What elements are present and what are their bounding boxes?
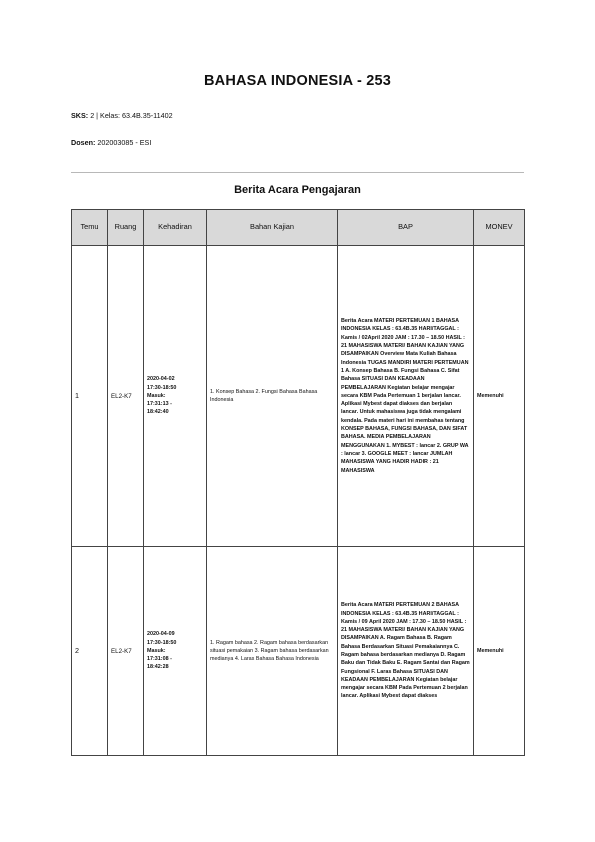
- monev-cell: Memenuhi: [474, 547, 525, 756]
- column-header-bahan-kajian: Bahan Kajian: [207, 210, 338, 246]
- attendance-label: Masuk:: [147, 647, 166, 654]
- bahan-kajian-cell: 1. Ragam bahasa 2. Ragam bahasa berdasarkan situasi pemakaian 3. Ragam bahasa berdasarkan medianya 4. Laras Bahasa Bahasa Indonesia: [207, 547, 338, 756]
- page-title: BAHASA INDONESIA - 253: [203, 73, 392, 89]
- temu-cell: 2: [72, 547, 108, 756]
- sks-value: 2 | Kelas: 63.4B.35-11402: [90, 111, 173, 120]
- attendance-time: 17:30-18:50: [147, 384, 177, 391]
- table-header-row: [72, 210, 525, 246]
- attendance-in: 17:31:08 -: [147, 656, 172, 663]
- attendance-label: Masuk:: [147, 392, 166, 399]
- column-header-temu: Temu: [72, 210, 108, 246]
- ruang-cell: EL2-K7: [108, 547, 144, 756]
- column-header-monev: MONEV: [474, 210, 525, 246]
- bap-cell: Berita Acara MATERI PERTEMUAN 1 BAHASA INDONESIA KELAS : 63.4B.35 HARI/TAGGAL : Kamis / 02April 2020 JAM : 17.30 – 18.50 HASIL : 21 MAHASISWA MATERI/ BAHAN KAJIAN YANG DISAMPAIKAN Overview Mata Kuliah Bahasa Indonesia TUGAS MANDIRI MATERI PERTEMUAN 1 A. Konsep Bahasa B. Fungsi Bahasa C. Sifat Bahasa SITUASI DAN KEADAAN PEMBELAJARAN Kegiatan belajar mengajar secara KBM Pada Pertemuan 1 berjalan lancar. Aplikasi Mybest dapat diakses dan berjalan lancar. Untuk mahasiswa juga tidak mengalami kendala. Pada materi hari ini membahas tentang KONSEP BAHASA, FUNGSI BAHASA, DAN SIFAT BAHASA. MEDIA PEMBELAJARAN MENGGUNAKAN 1. MYBEST : lancar 2. GRUP WA : lancar 3. GOOGLE MEET : lancar JUMLAH MAHASISWA YANG HADIR HADIR : 21 MAHASISWA: [338, 246, 474, 547]
- column-header-bap: BAP: [338, 210, 474, 246]
- kehadiran-cell: [144, 246, 207, 547]
- column-header-ruang: Ruang: [108, 210, 144, 246]
- divider: [71, 172, 524, 173]
- bap-cell: Berita Acara MATERI PERTEMUAN 2 BAHASA INDONESIA KELAS : 63.4B.35 HARI/TAGGAL : Kamis / 09 April 2020 JAM : 17.30 – 18.50 HASIL : 21 MAHASISWA MATERI/ BAHAN KAJIAN YANG DISAMPAIKAN A. Ragam Bahasa B. Ragam Bahasa Berdasarkan Situasi Pemakaiannya C. Ragam bahasa berdasarkan medianya D. Ragam Baku dan Tidak Baku E. Ragam Santai dan Ragam Fungsional F. Laras Bahasa SITUASI DAN KEADAAN PEMBELAJARAN Kegiatan belajar mengajar secara KBM Pada Pertemuan 2 berjalan lancar. Aplikasi Mybest dapat diakses: [338, 547, 474, 756]
- teaching-report-table: [71, 209, 525, 756]
- column-header-kehadiran: Kehadiran: [144, 210, 207, 246]
- dosen-label: Dosen:: [71, 138, 96, 147]
- monev-cell: Memenuhi: [474, 246, 525, 547]
- section-title: Berita Acara Pengajaran: [234, 184, 361, 196]
- attendance-out: 18:42:28: [147, 664, 169, 671]
- table-row: [72, 547, 525, 756]
- attendance-time: 17:30-18:50: [147, 639, 177, 646]
- sks-label: SKS:: [71, 111, 89, 120]
- kehadiran-cell: [144, 547, 207, 756]
- dosen-value: 202003085 - ESI: [97, 138, 152, 147]
- lecturer-info: [71, 138, 151, 147]
- attendance-date: 2020-04-09: [147, 631, 175, 638]
- attendance-in: 17:31:13 -: [147, 401, 172, 408]
- temu-cell: 1: [72, 246, 108, 547]
- attendance-out: 18:42:40: [147, 409, 169, 416]
- ruang-cell: EL2-K7: [108, 246, 144, 547]
- bahan-kajian-cell: 1. Konsep Bahasa 2. Fungsi Bahasa Bahasa Indonesia: [207, 246, 338, 547]
- attendance-date: 2020-04-02: [147, 376, 175, 383]
- table-row: [72, 246, 525, 547]
- course-credits: [71, 111, 173, 120]
